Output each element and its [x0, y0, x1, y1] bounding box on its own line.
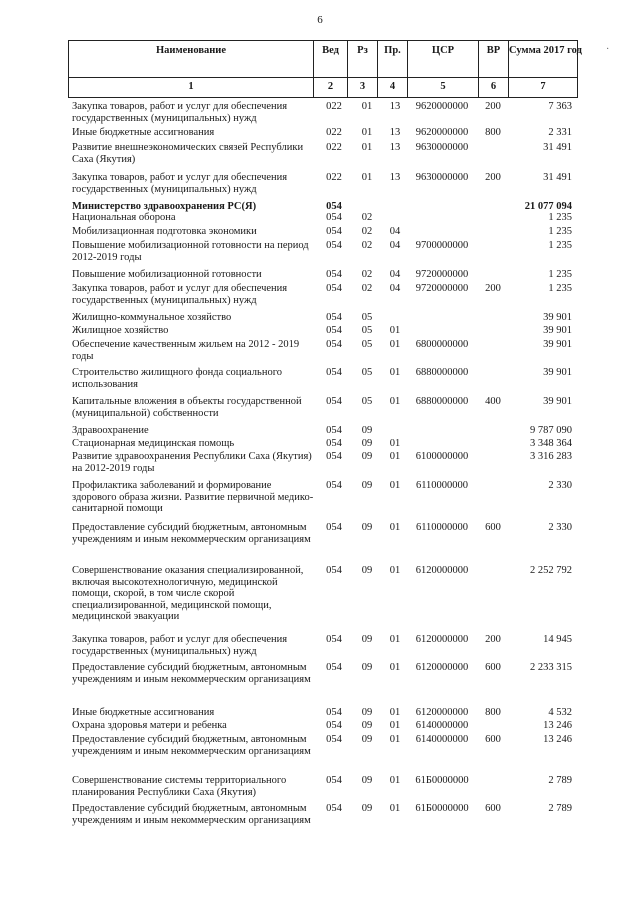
row-ved: 054: [326, 565, 342, 576]
col-sum-header: [508, 41, 582, 97]
row-rz: 09: [361, 775, 373, 786]
col-rz-header: [347, 41, 377, 97]
row-name: Закупка товаров, работ и услуг для обеспечения государственных (муниципальных) нужд: [72, 172, 288, 195]
row-sum: 39 901: [543, 339, 572, 350]
row-ved: 054: [326, 212, 342, 223]
row-pr: 01: [389, 662, 401, 673]
row-csr: 9630000000: [415, 142, 469, 153]
row-sum: 2 789: [548, 803, 572, 814]
row-ved: 054: [326, 226, 342, 237]
row-rz: 02: [361, 283, 373, 294]
row-ved: 054: [326, 720, 342, 731]
row-rz: 05: [361, 339, 373, 350]
row-name: Жилищное хозяйство: [72, 325, 169, 336]
row-ved: 054: [326, 396, 342, 407]
row-name: Жилищно-коммунальное хозяйство: [72, 312, 232, 323]
row-vr: 200: [485, 101, 501, 112]
row-rz: 01: [361, 142, 373, 153]
row-pr: 04: [389, 240, 401, 251]
row-pr: 01: [389, 734, 401, 745]
row-sum: 7 363: [548, 101, 572, 112]
row-csr: 6880000000: [415, 367, 469, 378]
row-ved: 054: [326, 425, 342, 436]
row-rz: 09: [361, 707, 373, 718]
row-ved: 054: [326, 269, 342, 280]
row-ved: 022: [326, 101, 342, 112]
row-ved: 054: [326, 480, 342, 491]
row-pr: 01: [389, 720, 401, 731]
row-vr: 600: [485, 522, 501, 533]
row-sum: 39 901: [543, 367, 572, 378]
row-sum: 2 789: [548, 775, 572, 786]
row-csr: 6100000000: [415, 451, 469, 462]
row-rz: 01: [361, 172, 373, 183]
row-ved: 054: [326, 438, 342, 449]
col-pr-number: 4: [389, 81, 396, 92]
row-name: Мобилизационная подготовка экономики: [72, 226, 257, 237]
row-name: Министерство здравоохранения РС(Я): [72, 201, 257, 212]
row-vr: 200: [485, 283, 501, 294]
row-rz: 09: [361, 803, 373, 814]
row-rz: 09: [361, 438, 373, 449]
row-rz: 02: [361, 212, 373, 223]
row-sum: 4 532: [548, 707, 572, 718]
row-csr: 6140000000: [415, 720, 469, 731]
row-name: Повышение мобилизационной готовности: [72, 269, 262, 280]
row-csr: 9630000000: [415, 172, 469, 183]
row-csr: 6120000000: [415, 662, 469, 673]
row-sum: 13 246: [543, 734, 572, 745]
row-name: Повышение мобилизационной готовности на период 2012-2019 годы: [72, 240, 309, 263]
col-csr-number: 5: [440, 81, 446, 92]
row-sum: 39 901: [543, 312, 572, 323]
row-vr: 600: [485, 662, 501, 673]
col-rz-title: Рз: [357, 45, 368, 56]
col-vr-title: ВР: [486, 45, 501, 56]
row-ved: 022: [326, 172, 342, 183]
row-rz: 01: [361, 101, 373, 112]
row-sum: 2 331: [548, 127, 572, 138]
row-rz: 09: [361, 662, 373, 673]
row-csr: 9620000000: [415, 127, 469, 138]
row-rz: 05: [361, 396, 373, 407]
row-name: Закупка товаров, работ и услуг для обеспечения государственных (муниципальных) нужд: [72, 101, 288, 124]
col-pr-header: [377, 41, 407, 97]
row-vr: 400: [485, 396, 501, 407]
row-rz: 09: [361, 451, 373, 462]
row-name: Иные бюджетные ассигнования: [72, 707, 215, 718]
row-name: Закупка товаров, работ и услуг для обеспечения государственных (муниципальных) нужд: [72, 634, 288, 657]
row-name: Здравоохранение: [72, 425, 149, 436]
row-pr: 01: [389, 707, 401, 718]
row-sum: 2 233 315: [530, 662, 572, 673]
col-csr-header: [407, 41, 478, 97]
table-header: [68, 40, 582, 98]
row-sum: 21 077 094: [524, 201, 572, 212]
row-sum: 1 235: [548, 226, 572, 237]
row-ved: 054: [326, 240, 342, 251]
row-ved: 054: [326, 634, 342, 645]
row-sum: 1 235: [548, 283, 572, 294]
scan-mark: ·: [606, 44, 610, 55]
col-sum-number: 7: [540, 81, 546, 92]
row-vr: 800: [485, 127, 501, 138]
row-pr: 04: [389, 226, 401, 237]
row-sum: 13 246: [543, 720, 572, 731]
row-sum: 2 252 792: [530, 565, 572, 576]
row-csr: 6800000000: [415, 339, 469, 350]
row-name: Развитие здравоохранения Республики Саха (Якутия) на 2012-2019 годы: [72, 451, 312, 474]
row-name: Обеспечение качественным жильем на 2012 - 2019 годы: [72, 339, 300, 362]
col-name-title: Наименование: [156, 45, 226, 56]
row-vr: 800: [485, 707, 501, 718]
row-rz: 02: [361, 269, 373, 280]
row-pr: 04: [389, 283, 401, 294]
row-rz: 09: [361, 565, 373, 576]
row-pr: 13: [389, 172, 401, 183]
col-ved-title: Вед: [322, 45, 339, 56]
row-csr: 9720000000: [415, 283, 469, 294]
row-csr: 6140000000: [415, 734, 469, 745]
row-name: Закупка товаров, работ и услуг для обеспечения государственных (муниципальных) нужд: [72, 283, 288, 306]
row-csr: 9620000000: [415, 101, 469, 112]
row-pr: 13: [389, 142, 401, 153]
row-rz: 05: [361, 367, 373, 378]
row-pr: 01: [389, 325, 401, 336]
row-pr: 01: [389, 367, 401, 378]
row-pr: 01: [389, 396, 401, 407]
row-name: Строительство жилищного фонда социального использования: [72, 367, 282, 390]
row-ved: 054: [326, 283, 342, 294]
row-pr: 04: [389, 269, 401, 280]
row-name: Стационарная медицинская помощь: [72, 438, 235, 449]
row-vr: 600: [485, 734, 501, 745]
row-ved: 054: [326, 775, 342, 786]
row-pr: 01: [389, 480, 401, 491]
col-pr-title: Пр.: [384, 45, 401, 56]
row-sum: 31 491: [543, 172, 572, 183]
row-ved: 022: [326, 127, 342, 138]
row-ved: 054: [326, 707, 342, 718]
row-rz: 05: [361, 312, 373, 323]
row-name: Иные бюджетные ассигнования: [72, 127, 215, 138]
row-ved: 054: [326, 803, 342, 814]
row-pr: 01: [389, 438, 401, 449]
row-pr: 01: [389, 451, 401, 462]
row-rz: 05: [361, 325, 373, 336]
row-ved: 054: [326, 339, 342, 350]
row-csr: 61Б0000000: [415, 775, 469, 786]
row-pr: 01: [389, 634, 401, 645]
col-name-header: [68, 41, 313, 97]
row-name: Капитальные вложения в объекты государственной (муниципальной) собственности: [72, 396, 302, 419]
col-vr-number: 6: [490, 81, 497, 92]
row-csr: 6880000000: [415, 396, 469, 407]
row-sum: 2 330: [548, 480, 572, 491]
col-ved-header: [313, 41, 347, 97]
col-rz-number: 3: [359, 81, 366, 92]
row-name: Предоставление субсидий бюджетным, автономным учреждениям и иным некоммерческим организациям: [72, 734, 311, 757]
row-rz: 09: [361, 720, 373, 731]
row-csr: 6110000000: [415, 522, 469, 533]
row-rz: 01: [361, 127, 373, 138]
row-name: Совершенствование оказания специализированной, включая высокотехнологичную, медицинской помощи, скорой, в том числе скорой специализированной, медицинской помощи, медицинской эвакуации: [72, 565, 304, 622]
row-ved: 054: [326, 325, 342, 336]
row-rz: 09: [361, 480, 373, 491]
col-ved-number: 2: [327, 81, 334, 92]
page-number: 6: [317, 14, 323, 26]
row-rz: 09: [361, 425, 373, 436]
row-sum: 39 901: [543, 325, 572, 336]
row-ved: 054: [326, 367, 342, 378]
row-pr: 01: [389, 522, 401, 533]
row-rz: 09: [361, 522, 373, 533]
row-pr: 01: [389, 339, 401, 350]
row-name: Охрана здоровья матери и ребенка: [72, 720, 227, 731]
col-name-number: 1: [188, 81, 194, 92]
row-name: Национальная оборона: [72, 212, 176, 223]
row-ved: 054: [326, 734, 342, 745]
row-name: Предоставление субсидий бюджетным, автономным учреждениям и иным некоммерческим организациям: [72, 803, 311, 826]
row-rz: 02: [361, 240, 373, 251]
row-pr: 01: [389, 803, 401, 814]
row-csr: 6120000000: [415, 707, 469, 718]
row-sum: 3 316 283: [530, 451, 572, 462]
row-csr: 6120000000: [415, 634, 469, 645]
col-sum-title: Сумма 2017 год: [509, 45, 582, 56]
row-ved: 054: [326, 312, 342, 323]
row-sum: 31 491: [543, 142, 572, 153]
row-name: Профилактика заболеваний и формирование здорового образа жизни. Развитие первичной медико-санитарной помощи: [72, 480, 314, 514]
row-pr: 01: [389, 565, 401, 576]
row-ved: 022: [326, 142, 342, 153]
row-sum: 1 235: [548, 212, 572, 223]
row-csr: 9700000000: [415, 240, 469, 251]
row-sum: 3 348 364: [530, 438, 572, 449]
row-sum: 1 235: [548, 240, 572, 251]
row-rz: 09: [361, 634, 373, 645]
row-pr: 13: [389, 101, 401, 112]
row-sum: 39 901: [543, 396, 572, 407]
row-sum: 9 787 090: [530, 425, 572, 436]
row-name: Предоставление субсидий бюджетным, автономным учреждениям и иным некоммерческим организациям: [72, 662, 311, 685]
row-pr: 01: [389, 775, 401, 786]
row-ved: 054: [326, 451, 342, 462]
row-sum: 2 330: [548, 522, 572, 533]
row-csr: 9720000000: [415, 269, 469, 280]
row-vr: 600: [485, 803, 501, 814]
col-vr-header: [478, 41, 508, 97]
row-rz: 09: [361, 734, 373, 745]
row-csr: 6120000000: [415, 565, 469, 576]
row-csr: 6110000000: [415, 480, 469, 491]
col-csr-title: ЦСР: [431, 45, 455, 56]
row-vr: 200: [485, 172, 501, 183]
row-name: Развитие внешнеэкономических связей Республики Саха (Якутия): [72, 142, 304, 165]
row-sum: 1 235: [548, 269, 572, 280]
row-name: Предоставление субсидий бюджетным, автономным учреждениям и иным некоммерческим организациям: [72, 522, 311, 545]
row-ved: 054: [326, 201, 342, 212]
row-name: Совершенствование системы территориального планирования Республики Саха (Якутия): [72, 775, 287, 798]
row-rz: 02: [361, 226, 373, 237]
row-pr: 13: [389, 127, 401, 138]
row-ved: 054: [326, 522, 342, 533]
row-ved: 054: [326, 662, 342, 673]
row-sum: 14 945: [543, 634, 572, 645]
row-vr: 200: [485, 634, 501, 645]
row-csr: 61Б0000000: [415, 803, 469, 814]
